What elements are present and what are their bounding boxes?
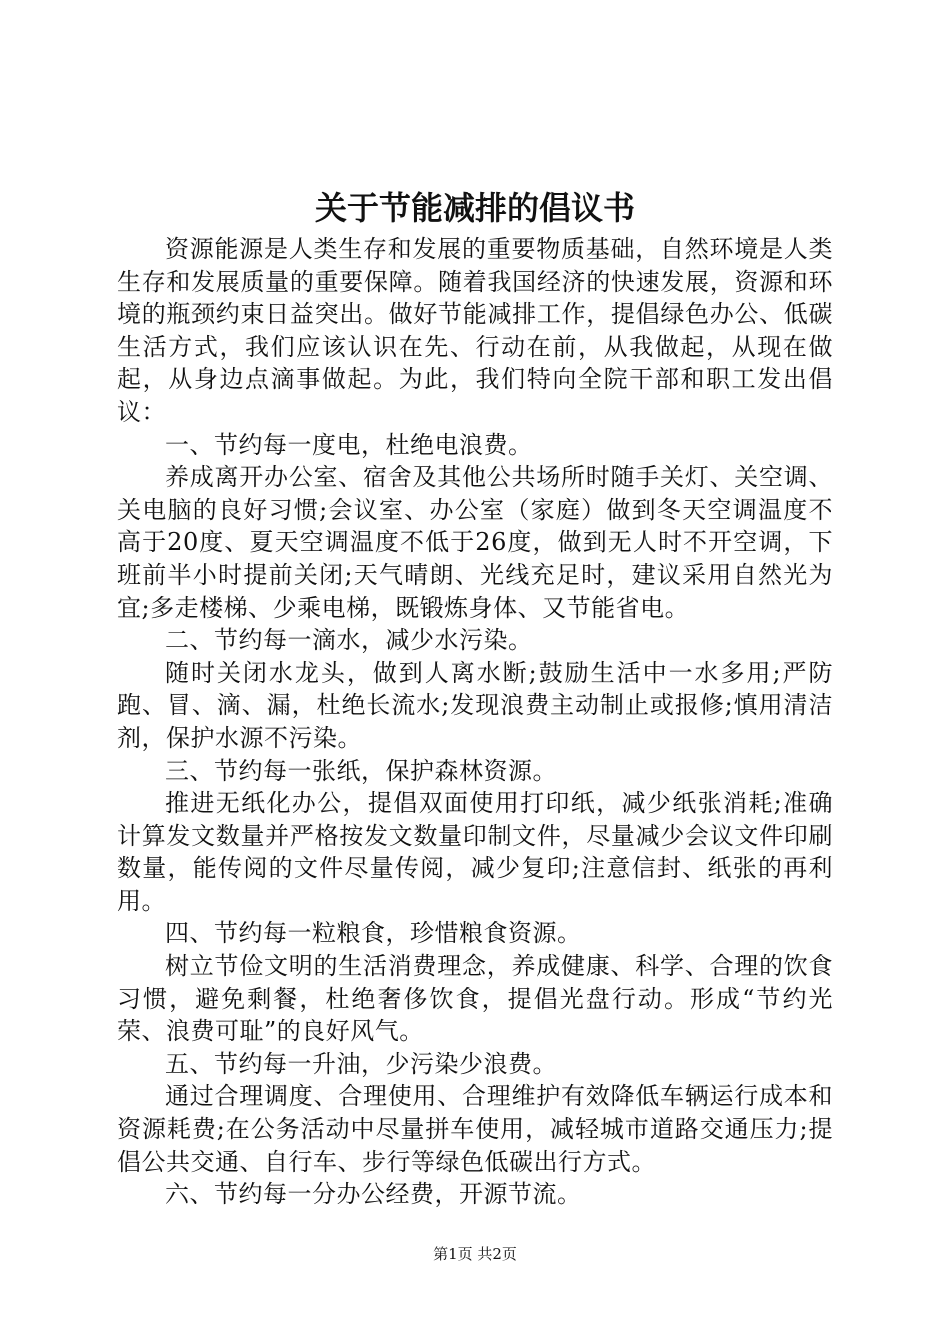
section-body-fuel: 通过合理调度、合理使用、合理维护有效降低车辆运行成本和资源耗费;在公务活动中尽量拼车使用，减轻城市道路交通压力;提倡公共交通、自行车、步行等绿色低碳出行方式。 <box>117 1082 833 1176</box>
section-heading-water: 二、节约每一滴水，减少水污染。 <box>165 626 533 655</box>
intro-paragraph: 资源能源是人类生存和发展的重要物质基础，自然环境是人类生存和发展质量的重要保障。随着我国经济的快速发展，资源和环境的瓶颈约束日益突出。做好节能减排工作，提倡绿色办公、低碳生活方式，我们应该认识在先、行动在前，从我做起，从现在做起，从身边点滴事做起。为此，我们特向全院干部和职工发出倡议： <box>117 235 833 426</box>
section-body-food: 树立节俭文明的生活消费理念，养成健康、科学、合理的饮食习惯，避免剩餐，杜绝奢侈饮食，提倡光盘行动。形成“节约光荣、浪费可耻”的良好风气。 <box>117 952 833 1046</box>
section-heading-fuel: 五、节约每一升油，少污染少浪费。 <box>165 1049 557 1078</box>
section-body-electricity: 养成离开办公室、宿舍及其他公共场所时随手关灯、关空调、关电脑的良好习惯;会议室、办公室（家庭）做到冬天空调温度不高于20度、夏天空调温度不低于26度，做到无人时不开空调，下班前半小时提前关闭;天气晴朗、光线充足时，建议采用自然光为宜;多走楼梯、少乘电梯，既锻炼身体、又节能省电。 <box>117 463 833 622</box>
page-number-footer: 第1页 共2页 <box>433 1245 517 1263</box>
section-body-paper: 推进无纸化办公，提倡双面使用打印纸，减少纸张消耗;准确计算发文数量并严格按发文数量印制文件，尽量减少会议文件印刷数量，能传阅的文件尽量传阅，减少复印;注意信封、纸张的再利用。 <box>117 789 833 915</box>
section-heading-paper: 三、节约每一张纸，保护森林资源。 <box>165 756 557 785</box>
section-heading-food: 四、节约每一粒粮食，珍惜粮食资源。 <box>165 919 582 948</box>
document-body <box>117 233 833 1211</box>
document-title: 关于节能减排的倡议书 <box>314 189 635 227</box>
section-body-water: 随时关闭水龙头，做到人离水断;鼓励生活中一水多用;严防跑、冒、滴、漏，杜绝长流水;发现浪费主动制止或报修;慎用清洁剂，保护水源不污染。 <box>117 658 833 752</box>
section-heading-electricity: 一、节约每一度电，杜绝电浪费。 <box>165 430 533 459</box>
section-heading-funds: 六、节约每一分办公经费，开源节流。 <box>165 1180 582 1209</box>
